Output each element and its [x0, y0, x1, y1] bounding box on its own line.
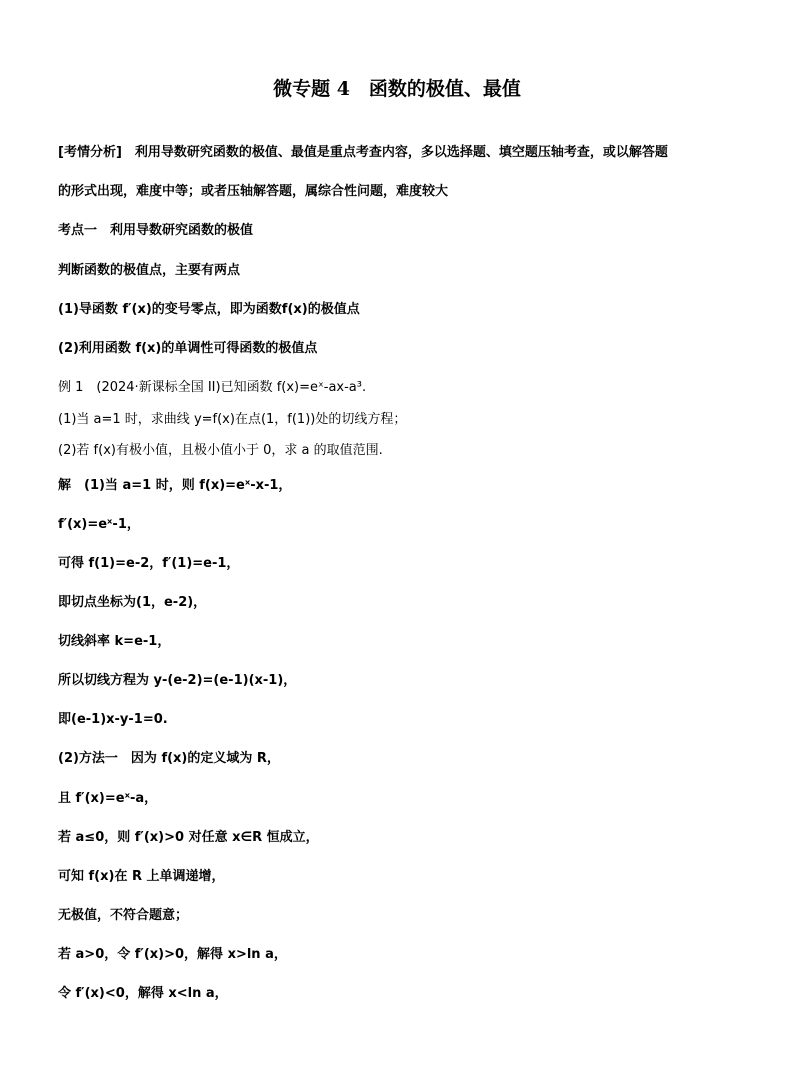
example-statement: 例 1 (2024·新课标全国 II)已知函数 f(x)=eˣ-ax-a³. [58, 380, 367, 395]
method-point-2: (2)利用函数 f(x)的单调性可得函数的极值点 [58, 341, 318, 356]
solution-line: 切线斜率 k=e-1， [58, 634, 171, 649]
solution-line: 可得 f(1)=e-2，f′(1)=e-1， [58, 556, 240, 571]
example-question-2: (2)若 f(x)有极小值，且极小值小于 0，求 a 的取值范围. [58, 443, 383, 458]
solution-line: 令 f′(x)<0，解得 x<ln a， [58, 986, 228, 1001]
exam-analysis-line-2: 的形式出现，难度中等；或者压轴解答题，属综合性问题，难度较大 [58, 184, 449, 199]
exam-analysis-line-1: [考情分析] 利用导数研究函数的极值、最值是重点考查内容，多以选择题、填空题压轴考查，或以解答题 [58, 145, 668, 160]
method-intro: 判断函数的极值点，主要有两点 [58, 263, 241, 278]
solution-line: 且 f′(x)=eˣ-a， [58, 791, 158, 806]
example-question-1: (1)当 a=1 时，求曲线 y=f(x)在点(1，f(1))处的切线方程； [58, 412, 407, 427]
method-point-1: (1)导函数 f′(x)的变号零点，即为函数f(x)的极值点 [58, 302, 360, 317]
solution-line: 可知 f(x)在 R 上单调递增， [58, 869, 225, 884]
solution-line: f′(x)=eˣ-1， [58, 517, 140, 532]
page-title: 微专题 4 函数的极值、最值 [273, 78, 521, 100]
solution-line: (2)方法一 因为 f(x)的定义域为 R， [58, 751, 280, 766]
section-heading: 考点一 利用导数研究函数的极值 [58, 223, 254, 238]
solution-line: 即(e-1)x-y-1=0. [58, 712, 168, 727]
solution-line: 若 a>0，令 f′(x)>0，解得 x>ln a， [58, 947, 287, 962]
solution-line: 即切点坐标为(1，e-2)， [58, 595, 207, 610]
solution-line: 所以切线方程为 y-(e-2)=(e-1)(x-1)， [58, 673, 297, 688]
solution-line: 解 (1)当 a=1 时，则 f(x)=eˣ-x-1， [58, 478, 292, 493]
solution-line: 若 a≤0，则 f′(x)>0 对任意 x∈R 恒成立， [58, 830, 319, 845]
solution-line: 无极值，不符合题意； [58, 908, 189, 923]
